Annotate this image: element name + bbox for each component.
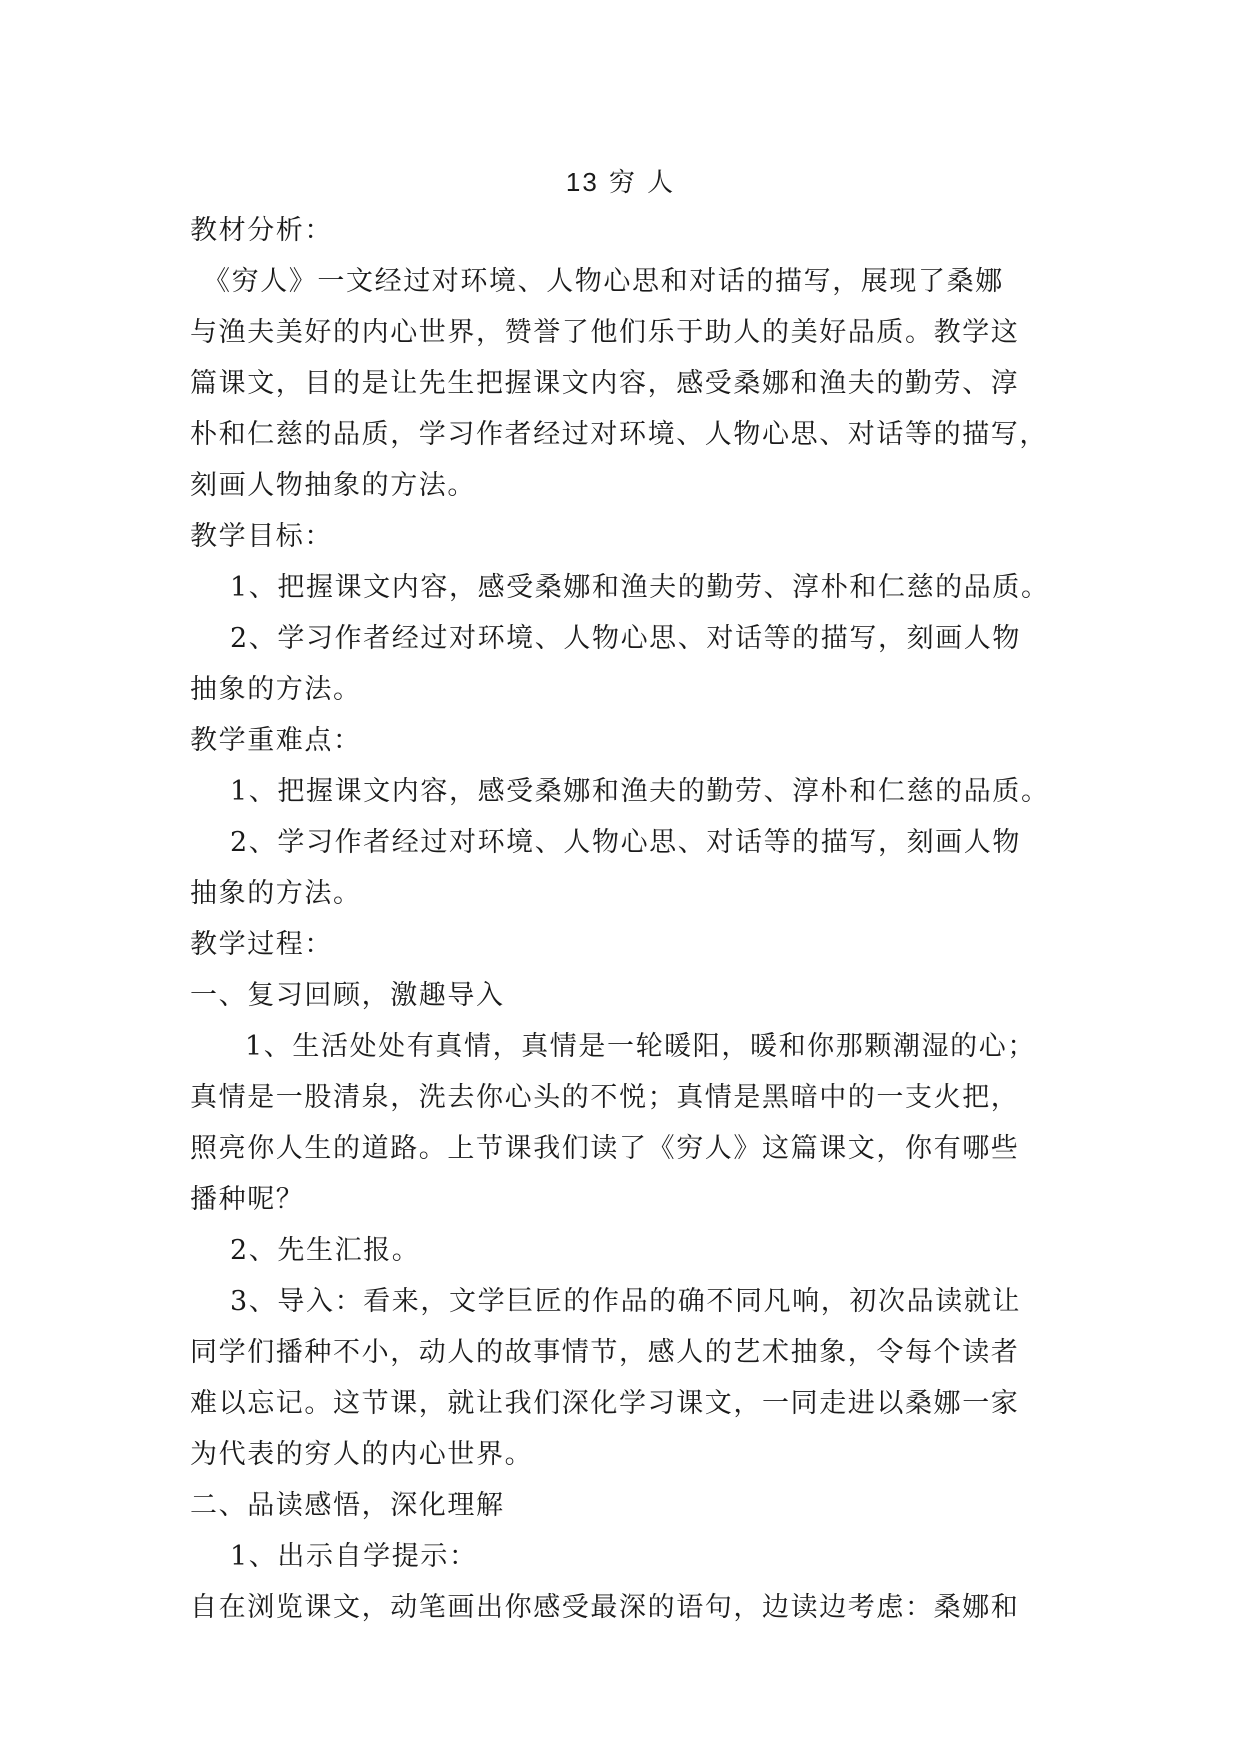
paragraph-line: 播种呢？ bbox=[190, 1184, 305, 1215]
paragraph-line: 与渔夫美好的内心世界，赞誉了他们乐于助人的美好品质。教学这 bbox=[190, 317, 1020, 348]
paragraph-line: 篇课文，目的是让先生把握课文内容，感受桑娜和渔夫的勤劳、淳 bbox=[190, 368, 1020, 399]
document-title bbox=[0, 160, 1241, 204]
paragraph-line: 照亮你人生的道路。上节课我们读了《穷人》这篇课文，你有哪些 bbox=[190, 1133, 1020, 1164]
paragraph-line: 真情是一股清泉，洗去你心头的不悦；真情是黑暗中的一支火把， bbox=[190, 1082, 1020, 1113]
paragraph-line: 同学们播种不小，动人的故事情节，感人的艺术抽象，令每个读者 bbox=[190, 1337, 1020, 1368]
paragraph-line: 为代表的穷人的内心世界。 bbox=[190, 1439, 534, 1470]
section-heading: 教材分析： bbox=[190, 215, 333, 246]
subsection-heading: 一、复习回顾，激趣导入 bbox=[190, 980, 505, 1011]
paragraph-line: 刻画人物抽象的方法。 bbox=[190, 470, 476, 501]
paragraph-line: 难以忘记。这节课，就让我们深化学习课文，一同走进以桑娜一家 bbox=[190, 1388, 1020, 1419]
list-item: 2、学习作者经过对环境、人物心思、对话等的描写，刻画人物 bbox=[230, 623, 1021, 654]
paragraph-line: 自在浏览课文，动笔画出你感受最深的语句，边读边考虑：桑娜和 bbox=[190, 1592, 1020, 1623]
section-heading: 教学重难点： bbox=[190, 725, 362, 756]
section-heading: 教学目标： bbox=[190, 521, 333, 552]
paragraph-line: 抽象的方法。 bbox=[190, 878, 362, 909]
subsection-heading: 二、品读感悟，深化理解 bbox=[190, 1490, 505, 1521]
list-item: 1、生活处处有真情，真情是一轮暖阳，暖和你那颗潮湿的心； bbox=[245, 1031, 1036, 1062]
paragraph-line: 《穷人》一文经过对环境、人物心思和对话的描写，展现了桑娜 bbox=[203, 266, 1004, 297]
title-number: 13 bbox=[565, 167, 599, 197]
list-item: 2、学习作者经过对环境、人物心思、对话等的描写，刻画人物 bbox=[230, 827, 1021, 858]
list-item: 3、导入：看来，文学巨匠的作品的确不同凡响，初次品读就让 bbox=[230, 1286, 1021, 1317]
document-body bbox=[190, 205, 1050, 1633]
section-heading: 教学过程： bbox=[190, 929, 333, 960]
list-item: 1、出示自学提示： bbox=[230, 1541, 478, 1572]
list-item: 1、把握课文内容，感受桑娜和渔夫的勤劳、淳朴和仁慈的品质。 bbox=[230, 572, 1050, 603]
paragraph-line: 朴和仁慈的品质，学习作者经过对环境、人物心思、对话等的描写， bbox=[190, 419, 1048, 450]
paragraph-line: 抽象的方法。 bbox=[190, 674, 362, 705]
list-item: 1、把握课文内容，感受桑娜和渔夫的勤劳、淳朴和仁慈的品质。 bbox=[230, 776, 1050, 807]
list-item: 2、先生汇报。 bbox=[230, 1235, 421, 1266]
title-text: 穷 人 bbox=[608, 168, 676, 198]
